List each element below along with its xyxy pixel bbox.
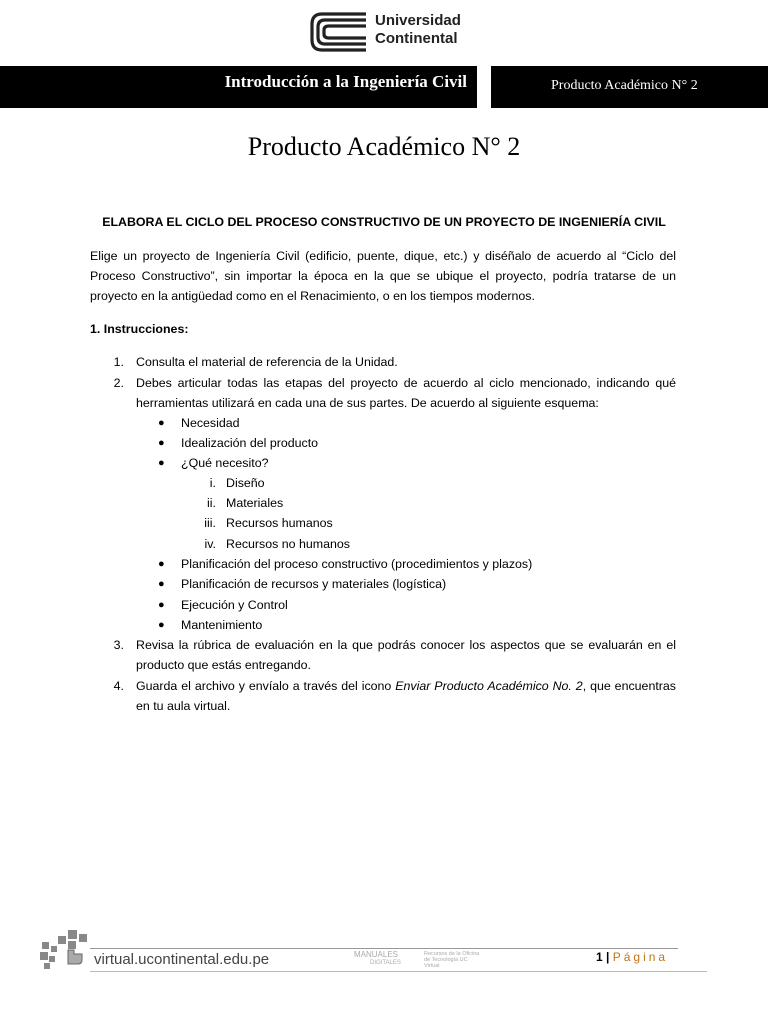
step-1 [0,352,768,372]
list-item-text: Idealización del producto [181,436,319,450]
sub-item-number: i. [209,476,216,490]
page-number: 1 [596,950,603,964]
step-text [136,676,676,716]
list-item [0,453,768,473]
manuales-title: MANUALES [354,950,399,959]
list-item-text: Mantenimiento [181,618,263,632]
bullet-icon: ● [158,619,165,631]
list-item-text: ¿Qué necesito? [181,456,269,470]
step-number: 4. [113,679,124,693]
assignment-subtitle: ELABORA EL CICLO DEL PROCESO CONSTRUCTIVO DE UN PROYECTO DE INGENIERÍA CIVIL [102,215,666,229]
list-item [0,574,768,594]
document-title: Producto Académico N° 2 [247,132,521,161]
footer-divider-bottom [90,971,707,972]
sub-item-text: Diseño [226,476,265,490]
hand-cursor-icon [38,930,92,972]
bullet-icon: ● [158,558,165,570]
manuales-digitales-logo [354,950,401,968]
list-item [0,433,768,453]
step-text-before: Guarda el archivo y envíalo a través del icono [136,679,396,693]
list-item [0,615,768,635]
bullet-icon: ● [158,417,165,429]
list-item [0,595,768,615]
sub-list-item [0,513,768,533]
step-text: Revisa la rúbrica de evaluación en la que podrás conocer los aspectos que se evaluarán en el producto que estás entregando. [136,638,676,672]
university-name-line2: Continental [375,30,458,47]
list-item-text: Planificación de recursos y materiales (logística) [181,577,447,591]
bullet-icon: ● [158,437,165,449]
course-name: Introducción a la Ingeniería Civil [224,72,467,91]
sub-item-number: ii. [207,496,216,510]
page-label: Página [612,950,669,964]
footer-divider-top [90,948,678,949]
sub-list-item [0,493,768,513]
step-number: 1. [113,355,124,369]
university-name-line1: Universidad [375,12,461,29]
bullet-icon: ● [158,599,165,611]
list-item-text: Planificación del proceso constructivo (procedimientos y plazos) [181,557,533,571]
step-3 [0,635,768,675]
sub-item-number: iii. [204,516,216,530]
sub-list-item [0,534,768,554]
footer-website: virtual.ucontinental.edu.pe [94,951,270,968]
step-2 [0,373,768,413]
university-name [375,12,461,48]
list-item [0,554,768,574]
list-item [0,413,768,433]
sub-item-text: Materiales [226,496,284,510]
step-4 [0,676,768,716]
step-text: Debes articular todas las etapas del proyecto de acuerdo al ciclo mencionado, indicando qué herramientas utilizará en cada una de sus partes. De acuerdo al siguiente esquema: [136,376,676,410]
step-number: 3. [113,638,124,652]
course-header-bar [0,66,477,108]
intro-paragraph: Elige un proyecto de Ingeniería Civil (edificio, puente, dique, etc.) y diséñalo de acuerdo al “Ciclo del Proceso Constructivo”, sin importar la época en la que se ubique el proyecto, podría tratarse de un proyecto en la antigüedad como en el Renacimiento, o en los tiempos modernos. [90,249,676,303]
step-text: Consulta el material de referencia de la Unidad. [136,355,398,369]
page-indicator [596,950,668,964]
sub-item-number: iv. [204,537,216,551]
sub-list-item [0,473,768,493]
bullet-icon: ● [158,457,165,469]
instructions-heading: 1. Instrucciones: [90,322,189,336]
list-item-text: Necesidad [181,416,240,430]
manuales-note: Recursos de la Oficina de Tecnología UC Virtual [424,951,480,969]
send-product-reference: Enviar Producto Académico No. 2 [395,679,583,693]
sub-item-text: Recursos no humanos [226,537,350,551]
bullet-icon: ● [158,578,165,590]
step-text-after: , que encuentras en tu aula virtual. [136,679,676,713]
list-item-text: Ejecución y Control [181,598,288,612]
manuales-subtitle: DIGITALES [370,960,401,966]
product-header-bar [491,66,768,108]
product-name: Producto Académico N° 2 [551,78,698,93]
page-separator: | [606,950,610,964]
sub-item-text: Recursos humanos [226,516,333,530]
step-number: 2. [113,376,124,390]
